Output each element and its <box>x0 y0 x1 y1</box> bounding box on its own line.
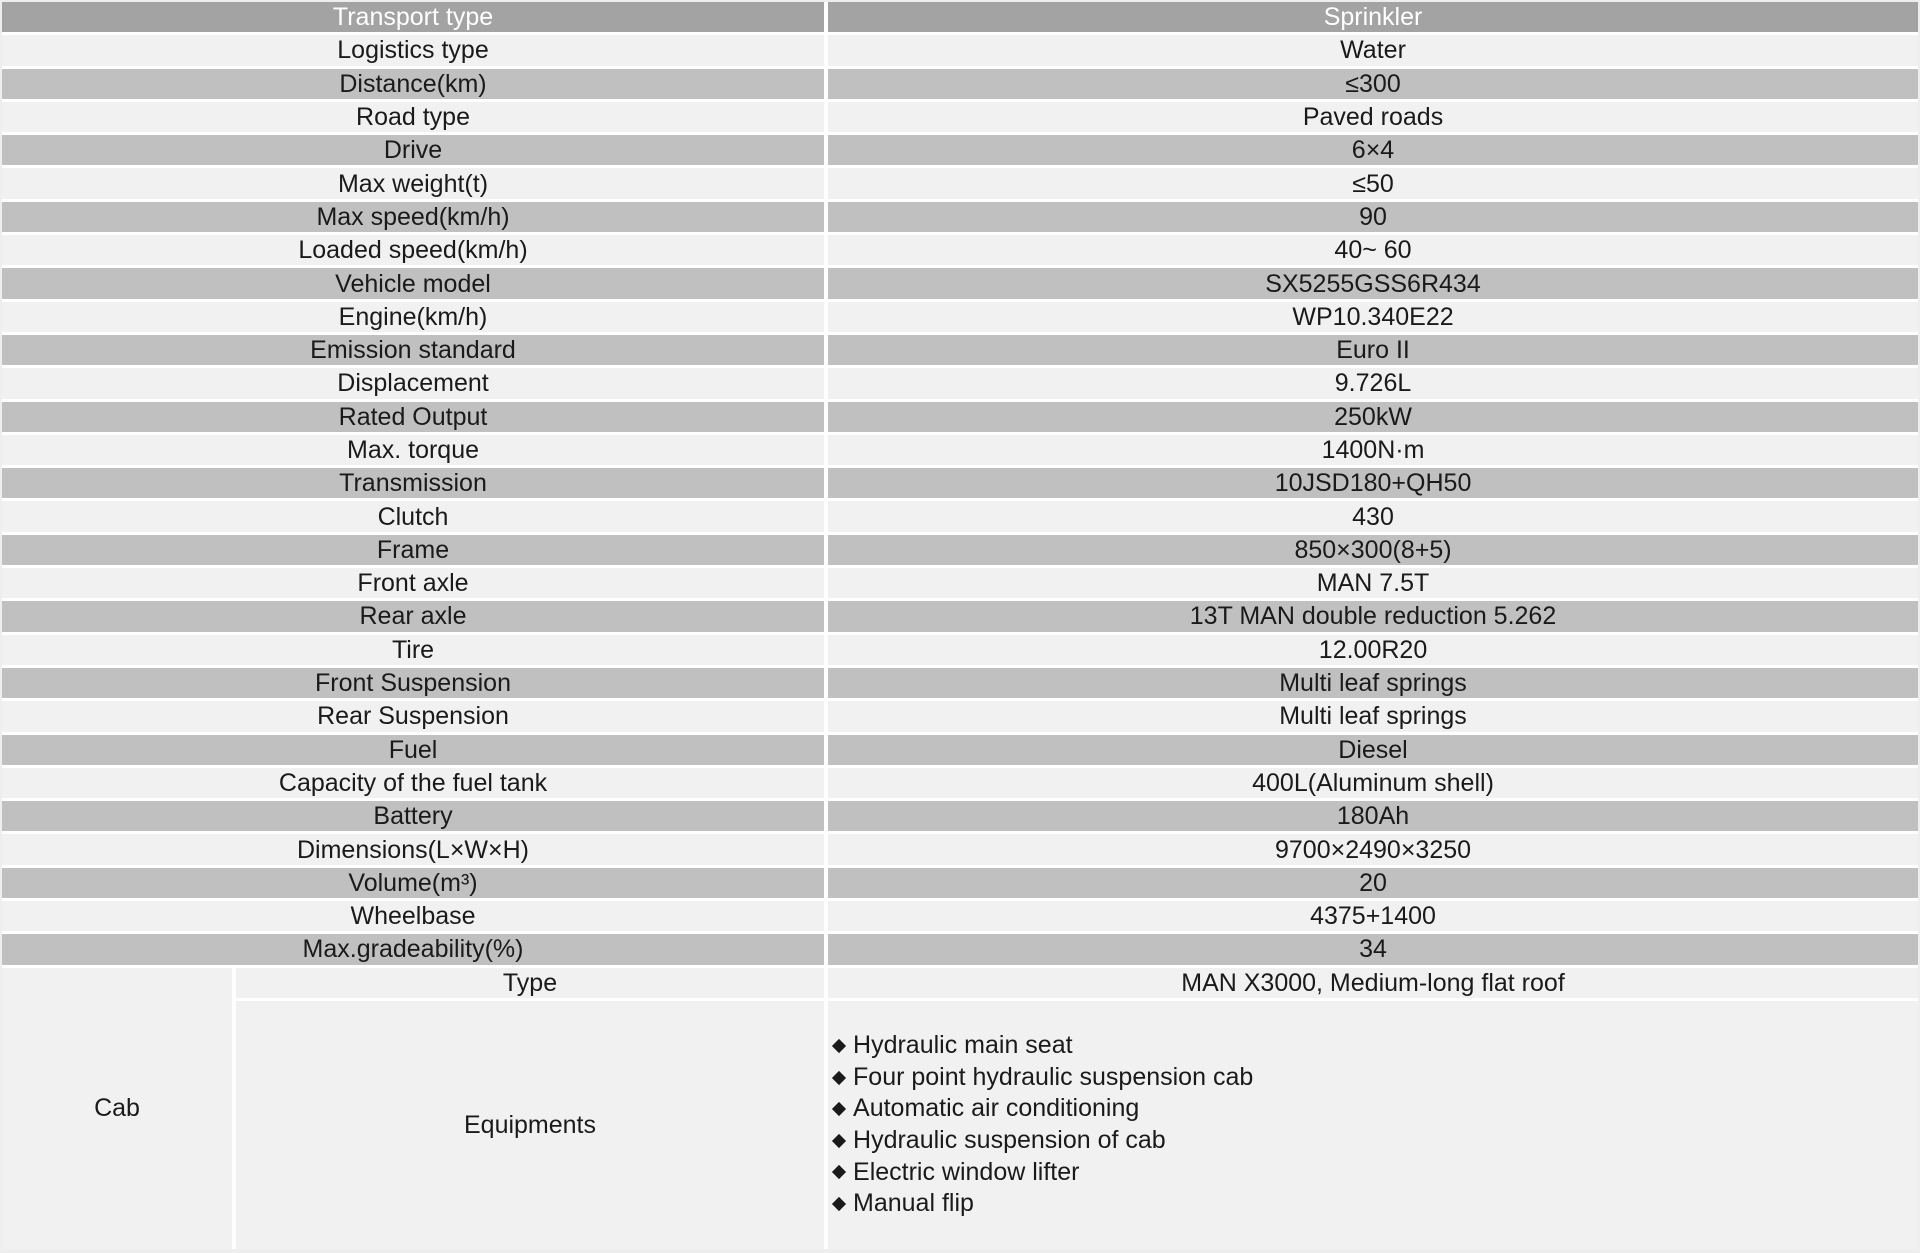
row-value: 10JSD180+QH50 <box>828 468 1918 501</box>
table-row <box>2 69 1918 102</box>
row-value: Paved roads <box>828 102 1918 135</box>
diamond-bullet-icon <box>832 1039 846 1053</box>
row-value: 13T MAN double reduction 5.262 <box>828 601 1918 634</box>
cab-equipments-label: Equipments <box>236 1001 828 1249</box>
equipment-text: Hydraulic main seat <box>853 1031 1073 1060</box>
row-value: Diesel <box>828 735 1918 768</box>
table-row <box>2 168 1918 201</box>
row-value: Multi leaf springs <box>828 668 1918 701</box>
row-value: 250kW <box>828 402 1918 435</box>
table-row <box>2 735 1918 768</box>
table-row <box>2 668 1918 701</box>
table-row <box>2 601 1918 634</box>
row-label: Displacement <box>2 368 828 401</box>
row-label: Volume(m³) <box>2 868 828 901</box>
row-label: Dimensions(L×W×H) <box>2 834 828 867</box>
table-row <box>2 368 1918 401</box>
diamond-bullet-icon <box>832 1070 846 1084</box>
row-label: Logistics type <box>2 35 828 68</box>
row-label: Frame <box>2 535 828 568</box>
row-value: ≤300 <box>828 69 1918 102</box>
table-row <box>2 834 1918 867</box>
spec-table-body <box>2 2 1918 1249</box>
row-label: Emission standard <box>2 335 828 368</box>
row-label: Capacity of the fuel tank <box>2 768 828 801</box>
row-label: Road type <box>2 102 828 135</box>
row-label: Front Suspension <box>2 668 828 701</box>
row-value: 34 <box>828 934 1918 967</box>
row-value: ≤50 <box>828 168 1918 201</box>
cab-equipments-list <box>828 1030 1918 1220</box>
table-row <box>2 268 1918 301</box>
row-label: Max speed(km/h) <box>2 202 828 235</box>
row-label: Fuel <box>2 735 828 768</box>
list-item <box>834 1188 1918 1220</box>
row-label: Max. torque <box>2 435 828 468</box>
row-label: Clutch <box>2 501 828 534</box>
table-row <box>2 235 1918 268</box>
row-value: SX5255GSS6R434 <box>828 268 1918 301</box>
table-row <box>2 435 1918 468</box>
cab-equipments-list-cell <box>828 1001 1918 1249</box>
table-row <box>2 768 1918 801</box>
row-label: Vehicle model <box>2 268 828 301</box>
row-label: Front axle <box>2 568 828 601</box>
equipment-text: Automatic air conditioning <box>853 1094 1140 1123</box>
table-row <box>2 402 1918 435</box>
equipment-text: Manual flip <box>853 1189 974 1218</box>
table-row <box>2 535 1918 568</box>
row-label: Distance(km) <box>2 69 828 102</box>
row-label: Rear axle <box>2 601 828 634</box>
row-value: 6×4 <box>828 135 1918 168</box>
row-value: 9.726L <box>828 368 1918 401</box>
row-value: Euro II <box>828 335 1918 368</box>
row-value: 400L(Aluminum shell) <box>828 768 1918 801</box>
row-value: Water <box>828 35 1918 68</box>
equipment-text: Electric window lifter <box>853 1157 1080 1186</box>
table-row <box>2 135 1918 168</box>
table-row <box>2 568 1918 601</box>
spec-table <box>2 2 1918 1249</box>
list-item <box>834 1062 1918 1094</box>
table-row <box>2 202 1918 235</box>
header-value: Sprinkler <box>828 2 1918 35</box>
table-row <box>2 335 1918 368</box>
table-row <box>2 934 1918 967</box>
row-value: MAN 7.5T <box>828 568 1918 601</box>
row-value: 90 <box>828 202 1918 235</box>
row-label: Wheelbase <box>2 901 828 934</box>
row-value: WP10.340E22 <box>828 302 1918 335</box>
table-row <box>2 635 1918 668</box>
cab-label: Cab <box>2 968 236 1249</box>
row-label: Engine(km/h) <box>2 302 828 335</box>
row-value: Multi leaf springs <box>828 701 1918 734</box>
list-item <box>834 1125 1918 1157</box>
row-value: 20 <box>828 868 1918 901</box>
cab-type-row <box>2 968 1918 1001</box>
row-label: Max weight(t) <box>2 168 828 201</box>
row-value: 4375+1400 <box>828 901 1918 934</box>
header-label: Transport type <box>2 2 828 35</box>
row-value: 12.00R20 <box>828 635 1918 668</box>
table-row <box>2 302 1918 335</box>
row-label: Battery <box>2 801 828 834</box>
table-row <box>2 501 1918 534</box>
table-row <box>2 901 1918 934</box>
table-row <box>2 35 1918 68</box>
row-label: Loaded speed(km/h) <box>2 235 828 268</box>
table-row <box>2 102 1918 135</box>
list-item <box>834 1157 1918 1189</box>
row-label: Transmission <box>2 468 828 501</box>
row-label: Max.gradeability(%) <box>2 934 828 967</box>
row-label: Rated Output <box>2 402 828 435</box>
equipment-text: Four point hydraulic suspension cab <box>853 1062 1254 1091</box>
row-value: 430 <box>828 501 1918 534</box>
cab-type-label: Type <box>236 968 828 1001</box>
table-row <box>2 868 1918 901</box>
row-value: 40~ 60 <box>828 235 1918 268</box>
diamond-bullet-icon <box>832 1197 846 1211</box>
list-item <box>834 1030 1918 1062</box>
row-value: 9700×2490×3250 <box>828 834 1918 867</box>
row-label: Drive <box>2 135 828 168</box>
diamond-bullet-icon <box>832 1134 846 1148</box>
cab-type-value: MAN X3000, Medium-long flat roof <box>828 968 1918 1001</box>
equipment-text: Hydraulic suspension of cab <box>853 1125 1166 1154</box>
table-row <box>2 468 1918 501</box>
diamond-bullet-icon <box>832 1165 846 1179</box>
row-value: 1400N·m <box>828 435 1918 468</box>
table-row <box>2 701 1918 734</box>
row-value: 850×300(8+5) <box>828 535 1918 568</box>
diamond-bullet-icon <box>832 1102 846 1116</box>
table-header-row <box>2 2 1918 35</box>
row-label: Tire <box>2 635 828 668</box>
table-row <box>2 801 1918 834</box>
row-label: Rear Suspension <box>2 701 828 734</box>
cab-equipments-row <box>2 1001 1918 1249</box>
list-item <box>834 1093 1918 1125</box>
row-value: 180Ah <box>828 801 1918 834</box>
